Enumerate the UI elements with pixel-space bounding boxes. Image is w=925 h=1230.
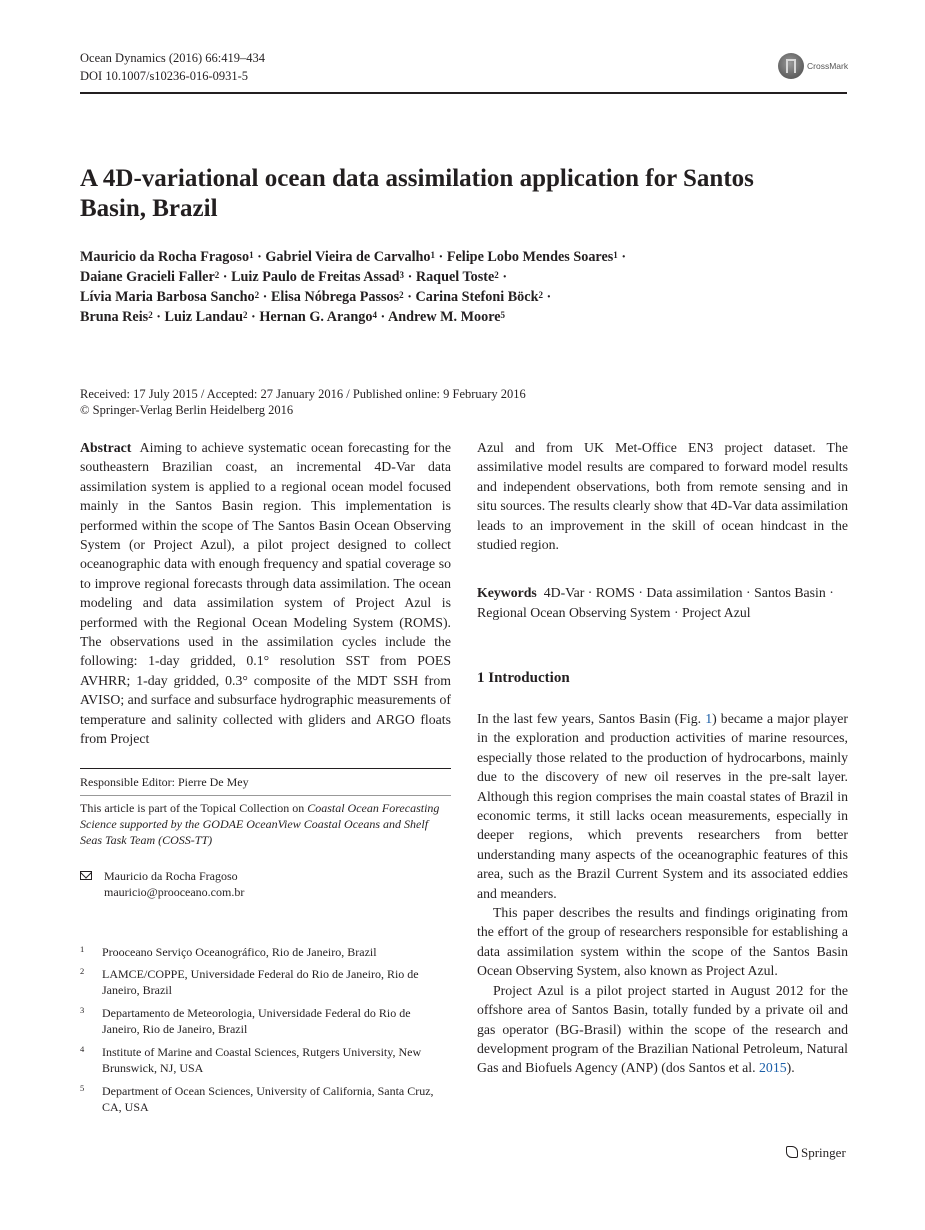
history-dates: Received: 17 July 2015 / Accepted: 27 January 2016 / Published online: 9 February 2016: [80, 387, 526, 401]
intro-paragraph: Project Azul is a pilot project started in August 2012 for the offshore area of Santos Basin, totally funded by a private oil and gas operator (BG-Brasil) within the scope of the research and development program of the Brazilian National Petroleum, Natural Gas and Biofuels Agency (ANP) (dos Santos et al. 2015).: [477, 982, 848, 1076]
crossmark-icon: [778, 53, 804, 79]
abstract-right: Azul and from UK Met-Office EN3 project dataset. The assimilative model results are compared to forward model results and independent observations, both from remote sensing and in situ sources. The results clearly show that 4D-Var data assimilation leads to an improvement in the skill of ocean hindcast in the studied region.: [477, 440, 848, 553]
corr-name: Mauricio da Rocha Fragoso: [104, 869, 238, 883]
author-name: Mauricio da Rocha Fragoso: [80, 249, 250, 265]
affiliation-text: Prooceano Serviço Oceanográfico, Rio de Janeiro, Brazil: [102, 945, 377, 959]
intro-paragraph: In the last few years, Santos Basin (Fig. 1) became a major player in the exploration and production activities of marine resources, especially those related to the production of hydrocarbons, mainly due to the discovery of new oil reserves in the pre-salt layer. Although this region comprises the main coastal states of Brazil in economic terms, it still lacks ocean measurements, especially in deeper regions, which prevents researchers from better understanding many aspects of the oceanographic features of this area, such as the Brazil Current System and its associated eddies and meanders.: [477, 711, 848, 901]
author-aff: 2: [214, 270, 220, 280]
author-aff: 2: [538, 290, 543, 300]
author-name: Elisa Nóbrega Passos: [270, 289, 400, 305]
abstract-text: Aiming to achieve systematic ocean forecasting for the southeastern Brazilian coast, an incremental 4D-Var data assimilation system is applied to a regional ocean model focused mainly in the Santos Basin region. This implementation is performed within the scope of The Santos Basin Ocean Observing System (or Project Azul), a pilot project designed to collect oceanographic data with enough frequency and spatial coverage so to improve regional forecasts through data assimilation. The ocean modeling and data assimilation system of Project Azul is performed with the Regional Ocean Modeling System (ROMS). The observations used in the assimilation cycles include the following: 1-day gridded, 0.1° resolution SST from POES AVHRR; 1-day gridded, 0.3° composite of the MDT SSH from AVISO; and surface and subsurface hydrographic measurements of temperature and salinity collected with gliders and ARGO floats from Project: [80, 440, 451, 747]
affiliation-text: Institute of Marine and Coastal Sciences, Rutgers University, New Brunswick, NJ, USA: [102, 1045, 422, 1075]
keywords-text: 4D-Var · ROMS · Data assimilation · Santos Basin · Regional Ocean Observing System · Project Azul: [477, 585, 834, 620]
author-line: Bruna Reis$^2$ · Luiz Landau$^2$ · Hernan G. Arango$^4$ · Andrew M. Moore$^5$: [80, 309, 506, 325]
author-name: Luiz Landau: [164, 309, 243, 325]
author-aff: 2: [242, 310, 248, 320]
journal-citation: Ocean Dynamics (2016) 66:419–434: [80, 51, 266, 65]
keywords: [477, 583, 848, 623]
topical-collection: This article is part of the Topical Collection on Coastal Ocean Forecasting Science supported by the GODAE OceanView Coastal Oceans and Shelf Seas Task Team (COSS-TT): [80, 801, 440, 847]
publication-dates: [80, 386, 526, 418]
author-name: Bruna Reis: [80, 309, 149, 325]
author-aff: 2: [148, 310, 153, 320]
topical-collection-name: Coastal Ocean Forecasting Science supported by the GODAE OceanView Coastal Oceans and Shelf Seas Task Team (COSS-TT): [80, 801, 440, 847]
crossmark-label: CrossMark: [807, 61, 849, 71]
crossmark-badge[interactable]: [778, 53, 848, 79]
author-name: Hernan G. Arango: [259, 309, 373, 325]
responsible-editor: Responsible Editor: Pierre De Mey: [80, 775, 249, 789]
article-title: [80, 164, 850, 224]
affiliation: [80, 966, 451, 998]
affiliation-number: 1: [80, 944, 85, 954]
author-name: Carina Stefoni Böck: [415, 289, 539, 305]
author-name: Lívia Maria Barbosa Sancho: [80, 289, 255, 305]
section-heading: 1 Introduction: [477, 670, 570, 686]
doi[interactable]: DOI 10.1007/s10236-016-0931-5: [80, 69, 249, 83]
affiliation: [80, 1005, 451, 1037]
author-aff: 3: [399, 270, 405, 280]
affiliation-number: 2: [80, 966, 85, 976]
affiliation-number: 4: [80, 1044, 85, 1054]
affiliation-number: 3: [80, 1005, 85, 1015]
intro-body: [477, 709, 848, 1078]
envelope-icon: [80, 871, 92, 880]
citation-link[interactable]: 2015: [759, 1060, 787, 1076]
copyright-line: © Springer-Verlag Berlin Heidelberg 2016: [80, 403, 294, 417]
corresponding-author: [80, 868, 451, 900]
abstract-label: Abstract: [80, 440, 132, 455]
header-rule: [80, 92, 847, 94]
author-line: Daiane Gracieli Faller$^2$ · Luiz Paulo de Freitas Assad$^3$ · Raquel Toste$^2$ ·: [80, 269, 508, 285]
author-name: Raquel Toste: [415, 269, 495, 285]
author-list: [80, 247, 850, 327]
author-aff: 2: [399, 290, 404, 300]
publisher-logo: [786, 1145, 846, 1161]
affiliation-text: LAMCE/COPPE, Universidade Federal do Rio de Janeiro, Rio de Janeiro, Brazil: [102, 967, 419, 997]
keywords-label: Keywords: [477, 585, 537, 600]
publisher-name: Springer: [801, 1145, 846, 1160]
author-aff: 5: [500, 310, 506, 320]
author-line: Mauricio da Rocha Fragoso$^1$ · Gabriel Vieira de Carvalho$^1$ · Felipe Lobo Mendes Soares$^1$ ·: [80, 249, 627, 265]
title-line-2: Basin, Brazil: [80, 195, 218, 222]
title-line-1: A 4D-variational ocean data assimilation application for Santos: [80, 165, 754, 192]
corr-email[interactable]: mauricio@prooceano.com.br: [104, 885, 245, 899]
author-aff: 2: [494, 270, 499, 280]
abstract-left: [80, 438, 451, 749]
affiliation: [80, 944, 451, 960]
affiliation-text: Department of Ocean Sciences, University of California, Santa Cruz, CA, USA: [102, 1084, 434, 1114]
footnote-rule-thin: [80, 795, 451, 796]
affiliation-number: 5: [80, 1083, 85, 1093]
affiliation: [80, 1083, 451, 1115]
author-name: Daiane Gracieli Faller: [80, 269, 215, 285]
author-name: Luiz Paulo de Freitas Assad: [231, 269, 400, 285]
author-aff: 1: [249, 250, 254, 260]
affiliation: [80, 1044, 451, 1076]
author-aff: 2: [254, 290, 260, 300]
author-line: Lívia Maria Barbosa Sancho$^2$ · Elisa Nóbrega Passos$^2$ · Carina Stefoni Böck$^2$ ·: [80, 289, 552, 305]
author-name: Andrew M. Moore: [387, 309, 501, 325]
author-aff: 4: [372, 310, 377, 320]
author-name: Gabriel Vieira de Carvalho: [265, 249, 431, 265]
figure-link[interactable]: 1: [705, 711, 713, 726]
author-name: Felipe Lobo Mendes Soares: [446, 249, 614, 265]
footnote-rule: [80, 768, 451, 769]
affiliation-text: Departamento de Meteorologia, Universidade Federal do Rio de Janeiro, Rio de Janeiro, Brazil: [102, 1006, 411, 1036]
author-aff: 1: [613, 250, 618, 260]
intro-paragraph: This paper describes the results and findings originating from the effort of the group of researchers responsible for establishing a data assimilation system within the scope of the Santos Basin Ocean Observing System, also known as Project Azul.: [477, 905, 848, 979]
author-aff: 1: [430, 250, 435, 260]
springer-horse-icon: [786, 1146, 798, 1158]
